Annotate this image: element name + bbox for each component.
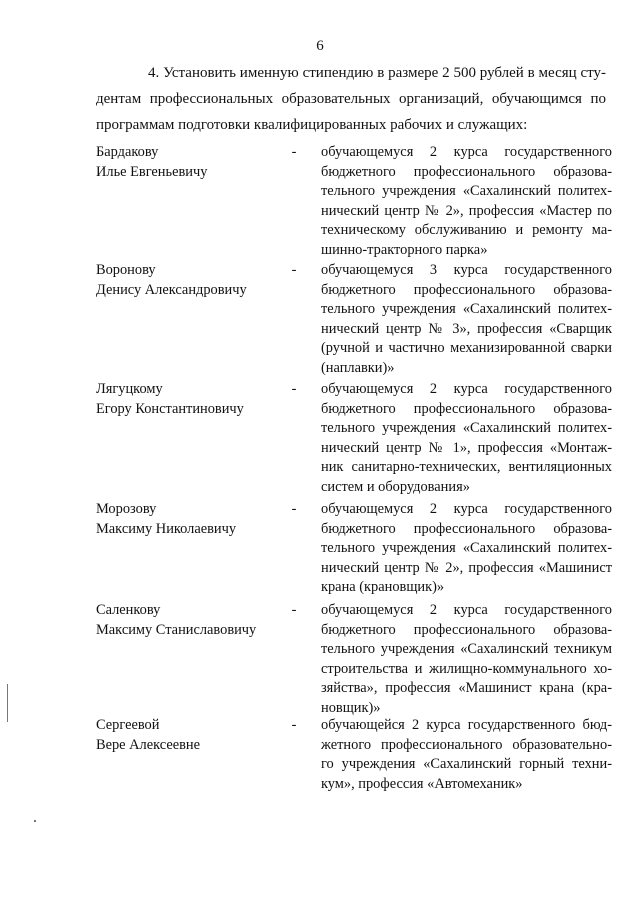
recipient-name: [96, 143, 276, 182]
recipient-name: [96, 716, 276, 755]
description-line: обучающемуся 2 курса государственного: [321, 602, 612, 618]
recipient-description: [321, 143, 612, 260]
description-line: шинно-тракторного парка»: [321, 241, 488, 258]
entry-dash: -: [291, 501, 297, 517]
recipient-given-name: Вере Алексеевне: [96, 736, 200, 753]
entry-dash: -: [291, 262, 297, 278]
description-line: ник санитарно-технических, вентиляционных: [321, 459, 612, 475]
description-line: бюджетного профессионального образова-: [321, 400, 612, 417]
recipient-name: [96, 261, 276, 300]
recipient-description: [321, 380, 612, 497]
description-line: систем и оборудования»: [321, 478, 470, 495]
entry-dash: -: [291, 381, 297, 397]
description-line: обучающемуся 2 курса государственного: [321, 501, 612, 517]
recipient-surname: Морозову: [96, 501, 157, 517]
intro-paragraph: [96, 60, 606, 138]
description-line: обучающемуся 2 курса государственного: [321, 381, 612, 397]
description-line: бюджетного профессионального образова-: [321, 520, 612, 537]
scan-mark: [34, 820, 36, 822]
description-line: го учреждения «Сахалинский горный техни-: [321, 756, 612, 772]
recipient-name: [96, 380, 276, 419]
description-line: (наплавки)»: [321, 359, 395, 376]
entry-dash: -: [291, 144, 297, 160]
description-line: тельного учреждения «Сахалинский политех-: [321, 540, 612, 556]
description-line: обучающемуся 2 курса государственного: [321, 144, 612, 160]
description-line: бюджетного профессионального образова-: [321, 281, 612, 298]
description-line: техническому обслуживанию и ремонту ма-: [321, 222, 612, 238]
recipient-given-name: Егору Константиновичу: [96, 400, 244, 417]
description-line: нический центр № 3», профессия «Сварщик: [321, 320, 612, 337]
description-line: крана (крановщик)»: [321, 579, 445, 595]
description-line: нический центр № 2», профессия «Машинист: [321, 559, 612, 576]
recipient-given-name: Илье Евгеньевичу: [96, 163, 208, 180]
recipient-surname: Сергеевой: [96, 717, 160, 733]
intro-line: программам подготовки квалифицированных рабочих и служащих:: [96, 117, 528, 133]
page-number: 6: [316, 38, 324, 54]
scan-mark: [7, 684, 8, 722]
description-line: (ручной и частично механизированной сварки: [321, 340, 612, 356]
description-line: новщик)»: [321, 699, 381, 716]
recipient-surname: Воронову: [96, 262, 156, 278]
recipient-surname: Саленкову: [96, 602, 161, 618]
intro-line: 4. Установить именную стипендию в размере 2 500 рублей в месяц сту-: [148, 65, 606, 81]
recipient-description: [321, 500, 612, 598]
recipient-given-name: Денису Александровичу: [96, 281, 247, 298]
description-line: нический центр № 2», профессия «Мастер по: [321, 202, 612, 219]
recipient-given-name: Максиму Станиславовичу: [96, 621, 257, 638]
entry-dash: -: [291, 602, 297, 618]
description-line: бюджетного профессионального образова-: [321, 621, 612, 638]
recipient-description: [321, 601, 612, 718]
description-line: тельного учреждения «Сахалинский политех-: [321, 301, 612, 317]
recipient-description: [321, 716, 612, 794]
description-line: жетного профессионального образовательно-: [321, 736, 612, 753]
recipient-surname: Бардакову: [96, 144, 159, 160]
recipient-name: [96, 500, 276, 539]
description-line: нический центр № 1», профессия «Монтаж-: [321, 439, 612, 456]
recipient-surname: Лягуцкому: [96, 381, 163, 397]
description-line: обучающемуся 3 курса государственного: [321, 262, 612, 278]
intro-line: дентам профессиональных образовательных организаций, обучающимся по: [96, 91, 606, 107]
description-line: обучающейся 2 курса государственного бюд-: [321, 717, 612, 733]
description-line: тельного учреждения «Сахалинский техникум: [321, 641, 612, 657]
description-line: строительства и жилищно-коммунального хо-: [321, 660, 612, 677]
description-line: тельного учреждения «Сахалинский политех-: [321, 420, 612, 436]
entry-dash: -: [291, 717, 297, 733]
description-line: тельного учреждения «Сахалинский политех-: [321, 183, 612, 199]
recipient-description: [321, 261, 612, 378]
description-line: кум», профессия «Автомеханик»: [321, 775, 523, 792]
recipient-given-name: Максиму Николаевичу: [96, 520, 237, 537]
description-line: зяйства», профессия «Машинист крана (кра-: [321, 680, 612, 696]
recipient-name: [96, 601, 276, 640]
description-line: бюджетного профессионального образова-: [321, 163, 612, 180]
